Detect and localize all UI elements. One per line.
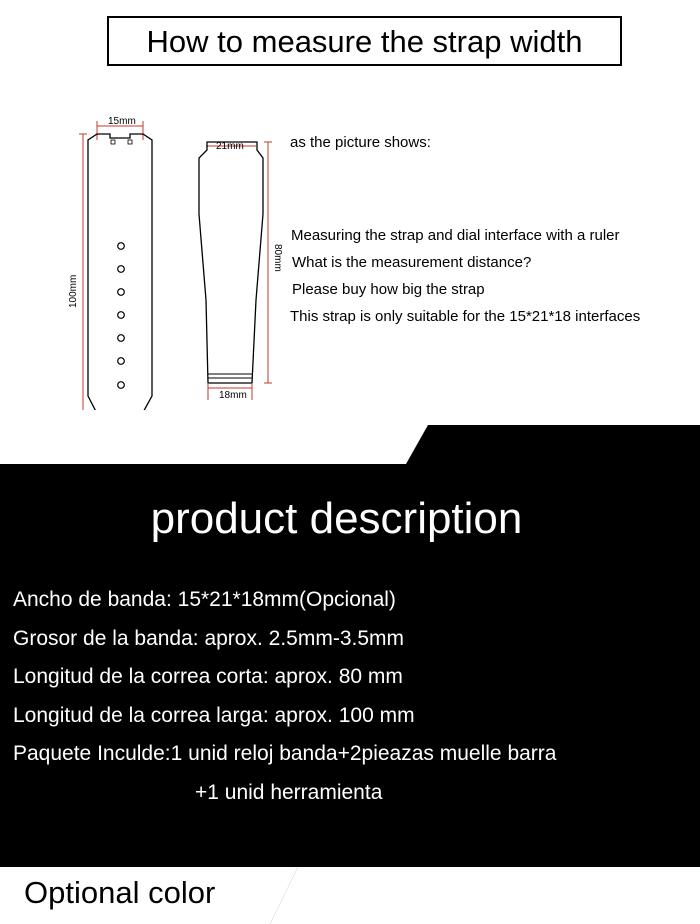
- strap-hole: [118, 335, 125, 342]
- strap-hole: [118, 266, 125, 273]
- optional-color-heading: Optional color: [24, 875, 216, 910]
- long-strap-length-label: 100mm: [68, 274, 79, 308]
- spec-item: Longitud de la correa larga: aprox. 100 mm: [13, 703, 415, 727]
- short-strap-top-label: 21mm: [216, 141, 244, 152]
- page-title-text: How to measure the strap width: [146, 23, 583, 59]
- spec-item: Paquete Inculde:1 unid reloj banda+2pieazas muelle barra: [13, 742, 557, 765]
- spec-item: Grosor de la banda: aprox. 2.5mm-3.5mm: [13, 626, 405, 650]
- measurement-instructions: [291, 226, 640, 334]
- spec-item: +1 unid herramienta: [195, 780, 383, 804]
- page-title: [107, 16, 622, 66]
- instruction-line: Please buy how big the strap: [292, 281, 485, 298]
- spec-item: Longitud de la correa corta: aprox. 80 mm: [13, 665, 403, 688]
- spec-item: Ancho de banda: 15*21*18mm(Opcional): [13, 588, 396, 611]
- strap-hole: [118, 312, 125, 319]
- long-strap-drawing: [68, 116, 152, 410]
- strap-hole: [118, 243, 125, 250]
- strap-hole: [118, 289, 125, 296]
- long-strap-width-label: 15mm: [108, 116, 136, 127]
- product-spec-list: [13, 586, 556, 817]
- instruction-line: Measuring the strap and dial interface with a ruler: [291, 227, 620, 244]
- picture-note: as the picture shows:: [290, 134, 431, 151]
- strap-hole: [118, 382, 125, 389]
- short-strap-drawing: [199, 141, 283, 401]
- short-strap-bottom-label: 18mm: [219, 390, 247, 401]
- instruction-line: This strap is only suitable for the 15*21*18 interfaces: [290, 308, 641, 325]
- strap-measurement-diagram: [0, 100, 300, 410]
- product-description-heading: product description: [150, 494, 523, 543]
- strap-hole: [118, 358, 125, 365]
- short-strap-length-label: 80mm: [272, 244, 283, 272]
- instruction-line: What is the measurement distance?: [292, 254, 532, 271]
